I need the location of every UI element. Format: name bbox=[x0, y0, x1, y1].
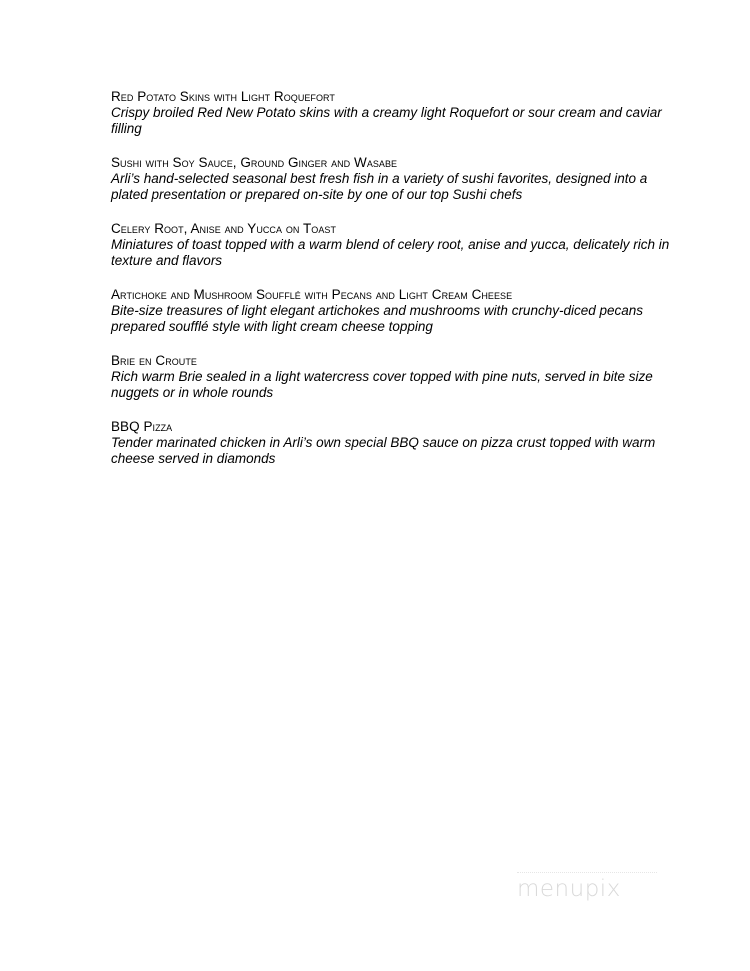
menu-item-title: Red Potato Skins with Light Roquefort bbox=[111, 89, 335, 104]
menu-item-description: Bite-size treasures of light elegant artichokes and mushrooms with crunchy-diced pecans prepared soufflé style with light cream cheese topping bbox=[111, 303, 644, 334]
watermark-divider bbox=[517, 872, 657, 874]
menu-item bbox=[111, 88, 671, 137]
menu-item bbox=[111, 286, 671, 335]
watermark-text: menupix bbox=[517, 876, 621, 902]
menu-item-description: Rich warm Brie sealed in a light watercress cover topped with pine nuts, served in bite size nuggets or in whole rounds bbox=[111, 369, 653, 400]
menu-item-description: Arli’s hand-selected seasonal best fresh fish in a variety of sushi favorites, designed into a plated presentation or prepared on-site by one of our top Sushi chefs bbox=[111, 171, 648, 202]
menu-list bbox=[111, 88, 671, 484]
menu-item-title: Celery Root, Anise and Yucca on Toast bbox=[111, 221, 336, 236]
menupix-watermark bbox=[517, 872, 657, 910]
menu-item-title: Artichoke and Mushroom Soufflé with Pecans and Light Cream Cheese bbox=[111, 287, 513, 302]
menu-item-title: Brie en Croute bbox=[111, 353, 197, 368]
menu-item-description: Tender marinated chicken in Arli’s own special BBQ sauce on pizza crust topped with warm cheese served in diamonds bbox=[111, 435, 656, 466]
menu-item-description: Miniatures of toast topped with a warm blend of celery root, anise and yucca, delicately rich in texture and flavors bbox=[111, 237, 670, 268]
menu-item-title: BBQ Pizza bbox=[111, 419, 173, 434]
menu-item bbox=[111, 154, 671, 203]
menu-item-title: Sushi with Soy Sauce, Ground Ginger and Wasabe bbox=[111, 155, 398, 170]
menu-item bbox=[111, 220, 671, 269]
menu-item bbox=[111, 418, 671, 467]
menu-item-description: Crispy broiled Red New Potato skins with a creamy light Roquefort or sour cream and caviar filling bbox=[111, 105, 662, 136]
menu-item bbox=[111, 352, 671, 401]
